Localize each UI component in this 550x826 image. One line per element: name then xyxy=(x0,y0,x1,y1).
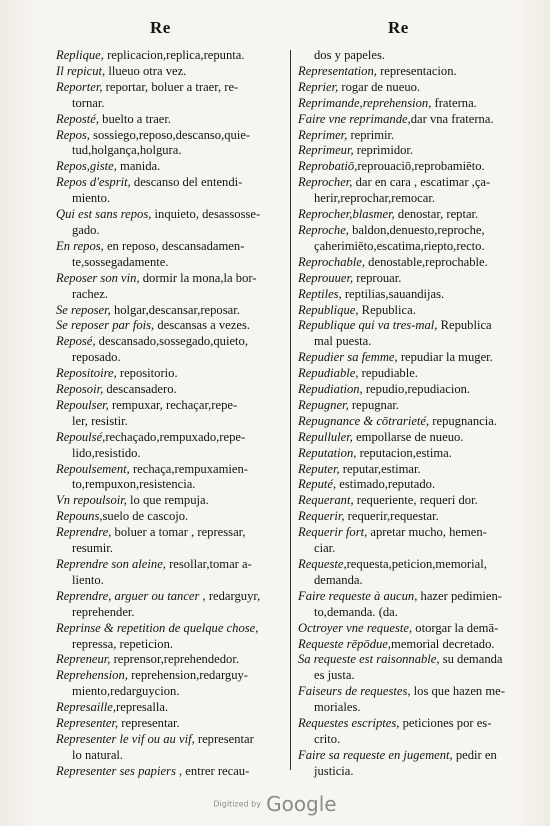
translation: redarguyr, xyxy=(205,588,261,603)
headword: Reposté, xyxy=(56,111,100,126)
dictionary-line xyxy=(56,366,284,382)
headword: Repoulsé, xyxy=(56,429,106,444)
headword: Republique, xyxy=(298,302,359,317)
dictionary-line xyxy=(298,493,520,509)
dictionary-line xyxy=(56,700,284,716)
translation: llueuo otra vez. xyxy=(105,63,187,78)
dictionary-line xyxy=(298,637,520,653)
dictionary-line xyxy=(298,621,520,637)
dictionary-line xyxy=(298,223,520,239)
headword: Reprocher, xyxy=(298,175,353,190)
translation: requeriente, requeri dor. xyxy=(353,493,478,508)
translation: descansadero. xyxy=(103,382,177,397)
translation: ler, resistir. xyxy=(72,413,128,428)
translation: representar xyxy=(194,731,254,746)
translation: descanso del entendi- xyxy=(130,175,243,190)
dictionary-line xyxy=(56,509,284,525)
dictionary-line xyxy=(298,732,520,748)
dictionary-line xyxy=(298,112,520,128)
headword: Reposoir, xyxy=(56,382,104,397)
headword: Republique qui va tres-mal, xyxy=(298,318,438,333)
translation: empollarse de nueuo. xyxy=(352,429,464,444)
headword: Repouns, xyxy=(56,509,103,524)
dictionary-line xyxy=(56,462,284,478)
column-divider xyxy=(290,50,291,770)
dictionary-line xyxy=(56,223,284,239)
dictionary-line xyxy=(56,128,284,144)
translation: reprensor,reprehendedor. xyxy=(110,652,239,667)
headword: Repos d'esprit, xyxy=(56,175,131,190)
dictionary-line xyxy=(298,239,520,255)
headword: Reprendre son aleine, xyxy=(56,557,166,571)
translation: otorgar la demā- xyxy=(412,620,499,635)
headword: Sa requeste est raisonnable, xyxy=(298,652,440,667)
headword: Reputation, xyxy=(298,445,357,460)
dictionary-line xyxy=(298,557,520,573)
dictionary-line xyxy=(298,334,520,350)
translation: reprouar. xyxy=(353,270,402,285)
watermark-prefix: Digitized by xyxy=(213,799,261,809)
translation: tud,holgança,holgura. xyxy=(72,143,182,158)
translation: representacion. xyxy=(376,63,457,78)
headword: Reprier, xyxy=(298,79,339,94)
headword: Reprehension, xyxy=(56,668,128,683)
translation: to,demanda. (da. xyxy=(314,604,398,619)
translation: Republica xyxy=(437,318,492,333)
dictionary-line xyxy=(56,398,284,414)
dictionary-line xyxy=(298,318,520,334)
dictionary-line xyxy=(56,716,284,732)
running-header-right: Re xyxy=(388,18,409,37)
dictionary-line xyxy=(298,175,520,191)
translation: suelo de cascojo. xyxy=(102,509,189,524)
translation: apretar mucho, hemen- xyxy=(367,525,487,540)
dictionary-line xyxy=(298,143,520,159)
dictionary-line xyxy=(298,589,520,605)
translation: resollar,tomar a- xyxy=(165,557,252,571)
dictionary-line xyxy=(298,48,520,64)
translation: dar en cara , escatimar ,ça- xyxy=(352,175,491,190)
headword: Requestes escriptes, xyxy=(298,716,400,731)
headword: Reprouuer, xyxy=(298,270,354,285)
translation: memorial decretado. xyxy=(391,636,495,651)
dictionary-line xyxy=(56,525,284,541)
translation: resumir. xyxy=(72,541,113,556)
dictionary-line xyxy=(298,366,520,382)
translation: liento. xyxy=(72,572,104,587)
dictionary-line xyxy=(298,80,520,96)
dictionary-line xyxy=(56,96,284,112)
headword: Reprocher,blasmer, xyxy=(298,207,395,222)
headword: Qui est sans repos, xyxy=(56,207,152,222)
dictionary-line xyxy=(298,509,520,525)
dictionary-line xyxy=(56,80,284,96)
translation: boluer a tomar , repressar, xyxy=(111,525,246,540)
headword: Repugnance & cōtrarieté, xyxy=(298,413,430,428)
headword: Reposer son vin, xyxy=(56,270,140,285)
translation: repugnar. xyxy=(348,397,400,412)
dictionary-line xyxy=(56,621,284,637)
left-column xyxy=(56,48,284,780)
headword: En repos, xyxy=(56,238,104,253)
translation: reprimidor. xyxy=(353,143,414,158)
dictionary-line xyxy=(56,350,284,366)
translation: çaherimiēto,escatima,riepto,recto. xyxy=(314,238,485,253)
dictionary-line xyxy=(298,207,520,223)
translation: buelto a traer. xyxy=(99,111,172,126)
translation: repositorio. xyxy=(116,366,178,381)
translation: reprehension,redarguy- xyxy=(127,668,248,683)
translation: repudio,repudiacion. xyxy=(362,382,471,397)
translation: miento. xyxy=(72,191,111,206)
dictionary-line xyxy=(56,668,284,684)
headword: Repulluler, xyxy=(298,429,353,444)
dictionary-line xyxy=(298,287,520,303)
dictionary-line xyxy=(298,700,520,716)
translation: rechaçado,rempuxado,repe- xyxy=(105,429,246,444)
headword: Requeste, xyxy=(298,557,347,571)
dictionary-line xyxy=(56,446,284,462)
dictionary-line xyxy=(298,128,520,144)
translation: represalla. xyxy=(116,700,169,715)
dictionary-line xyxy=(298,430,520,446)
dictionary-line xyxy=(56,191,284,207)
translation: rechaça,rempuxamien- xyxy=(129,461,248,476)
dictionary-line xyxy=(56,477,284,493)
translation: fraterna. xyxy=(431,95,477,110)
translation: dar vna fraterna. xyxy=(410,111,494,126)
headword: Represaille, xyxy=(56,700,117,715)
headword: Repos, xyxy=(56,127,90,142)
dictionary-line xyxy=(298,716,520,732)
headword: Repositoire, xyxy=(56,366,117,381)
translation: justicia. xyxy=(314,763,354,778)
translation: denostar, reptar. xyxy=(394,207,479,222)
translation: reportar, boluer a traer, re- xyxy=(102,79,239,94)
dictionary-line xyxy=(298,605,520,621)
dictionary-line xyxy=(56,732,284,748)
headword: Repudiable, xyxy=(298,366,359,381)
translation: reputar,estimar. xyxy=(339,461,421,476)
headword: Faire requeste à aucun, xyxy=(298,588,418,603)
translation: pedir en xyxy=(452,747,497,762)
dictionary-line xyxy=(298,303,520,319)
translation: reputacion,estima. xyxy=(356,445,452,460)
translation: miento,redarguycion. xyxy=(72,684,180,699)
headword: Reprimeur, xyxy=(298,143,354,158)
headword: Repoulser, xyxy=(56,397,109,412)
translation: rempuxar, rechaçar,repe- xyxy=(108,397,238,412)
dictionary-line xyxy=(56,414,284,430)
right-column xyxy=(298,48,520,780)
headword: Reporter, xyxy=(56,79,103,94)
dictionary-line xyxy=(56,159,284,175)
translation: estimado,reputado. xyxy=(336,477,436,492)
dictionary-line xyxy=(298,652,520,668)
translation: holgar,descansar,reposar. xyxy=(110,302,240,317)
dictionary-line xyxy=(298,398,520,414)
translation: reptilias,sauandijas. xyxy=(341,286,445,301)
dictionary-line xyxy=(56,143,284,159)
headword: Reprobatiō, xyxy=(298,159,358,174)
dictionary-line xyxy=(56,112,284,128)
translation: mal puesta. xyxy=(314,334,372,349)
dictionary-line xyxy=(56,764,284,780)
dictionary-line xyxy=(56,175,284,191)
headword: Requerir fort, xyxy=(298,525,368,540)
dictionary-line xyxy=(56,334,284,350)
headword: Reprendre, xyxy=(56,525,112,540)
translation: denostable,reprochable. xyxy=(365,254,488,269)
headword: Requeste rēpōdue, xyxy=(298,636,392,651)
headword: Reprimande,reprehension, xyxy=(298,95,432,110)
headword: Il repicut, xyxy=(56,63,106,78)
running-header-left: Re xyxy=(150,18,171,37)
translation: tornar. xyxy=(72,95,105,110)
translation: repudiar la muger. xyxy=(397,350,493,365)
headword: Repoulsement, xyxy=(56,461,130,476)
translation: moriales. xyxy=(314,700,361,715)
dictionary-line xyxy=(56,64,284,80)
translation: descansado,sossegado,quieto, xyxy=(95,334,249,349)
translation: lido,resistido. xyxy=(72,445,141,460)
dictionary-line xyxy=(56,239,284,255)
translation: rogar de nueuo. xyxy=(338,79,421,94)
dictionary-line xyxy=(298,748,520,764)
dictionary-line xyxy=(56,382,284,398)
translation: dos y papeles. xyxy=(314,48,385,62)
headword: Se reposer par fois, xyxy=(56,318,155,333)
translation: replicacion,replica,repunta. xyxy=(103,48,245,62)
dictionary-line xyxy=(298,159,520,175)
headword: Reptiles, xyxy=(298,286,342,301)
translation: repressa, repeticion. xyxy=(72,636,174,651)
translation: en reposo, descansadamen- xyxy=(103,238,245,253)
headword: Se reposer, xyxy=(56,302,111,317)
headword: Representation, xyxy=(298,63,377,78)
dictionary-line xyxy=(298,271,520,287)
translation: hazer pedimien- xyxy=(417,588,503,603)
headword: Reprochable, xyxy=(298,254,366,269)
headword: Vn repoulsoir, xyxy=(56,493,127,508)
translation: requesta,peticion,memorial, xyxy=(346,557,487,571)
dictionary-line xyxy=(56,430,284,446)
digitized-watermark xyxy=(0,792,550,816)
headword: Reposé, xyxy=(56,334,96,349)
translation: repudiable. xyxy=(358,366,418,381)
dictionary-line xyxy=(298,255,520,271)
dictionary-line xyxy=(56,287,284,303)
translation: Republica. xyxy=(358,302,416,317)
dictionary-line xyxy=(56,255,284,271)
dictionary-line xyxy=(56,557,284,573)
headword: Representer ses papiers , xyxy=(56,763,183,778)
headword: Requerir, xyxy=(298,509,345,524)
translation: demanda. xyxy=(314,572,363,587)
dictionary-line xyxy=(298,414,520,430)
translation: entrer recau- xyxy=(182,763,250,778)
headword: Faire vne reprimande, xyxy=(298,111,411,126)
dictionary-line xyxy=(298,96,520,112)
translation: sossiego,reposo,descanso,quie- xyxy=(89,127,251,142)
dictionary-line xyxy=(56,652,284,668)
dictionary-line xyxy=(56,318,284,334)
headword: Faire sa requeste en jugement, xyxy=(298,747,453,762)
dictionary-line xyxy=(56,303,284,319)
dictionary-line xyxy=(298,350,520,366)
dictionary-line xyxy=(298,573,520,589)
dictionary-line xyxy=(298,446,520,462)
dictionary-line xyxy=(298,477,520,493)
dictionary-line xyxy=(56,637,284,653)
translation: crito. xyxy=(314,731,341,746)
dictionary-line xyxy=(298,462,520,478)
dictionary-line xyxy=(56,493,284,509)
dictionary-line xyxy=(298,684,520,700)
headword: Reputé, xyxy=(298,477,337,492)
headword: Reproche, xyxy=(298,222,349,237)
headword: Reprimer, xyxy=(298,127,348,142)
translation: reprehender. xyxy=(72,604,135,619)
headword: Repugner, xyxy=(298,397,349,412)
translation: representar. xyxy=(118,716,180,731)
dictionary-line xyxy=(56,605,284,621)
translation: rachez. xyxy=(72,286,108,301)
dictionary-line xyxy=(298,764,520,780)
translation: reprimir. xyxy=(347,127,395,142)
translation: reprouaciō,reprobamiēto. xyxy=(357,159,485,174)
translation: lo que rempuja. xyxy=(126,493,209,508)
headword: Octroyer vne requeste, xyxy=(298,620,413,635)
headword: Repreneur, xyxy=(56,652,111,667)
dictionary-line xyxy=(56,573,284,589)
dictionary-line xyxy=(298,191,520,207)
translation: los que hazen me- xyxy=(410,684,505,699)
watermark-brand: Google xyxy=(266,792,337,816)
dictionary-line xyxy=(298,64,520,80)
translation: inquieto, desassosse- xyxy=(151,207,261,222)
dictionary-line xyxy=(56,271,284,287)
headword: Repudier sa femme, xyxy=(298,350,398,365)
headword: Replique, xyxy=(56,48,104,62)
headword: Reprendre, arguer ou tancer , xyxy=(56,588,206,603)
dictionary-line xyxy=(56,684,284,700)
headword: Faiseurs de requestes, xyxy=(298,684,411,699)
translation: su demanda xyxy=(439,652,503,667)
headword: Repos,giste, xyxy=(56,159,117,174)
translation: to,rempuxon,resistencia. xyxy=(72,477,196,492)
dictionary-line xyxy=(56,541,284,557)
translation: requerir,requestar. xyxy=(344,509,439,524)
translation: manida. xyxy=(116,159,161,174)
headword: Reputer, xyxy=(298,461,340,476)
translation: es justa. xyxy=(314,668,355,683)
headword: Reprinse & repetition de quelque chose, xyxy=(56,620,259,635)
translation: baldon,denuesto,reproche, xyxy=(348,222,485,237)
headword: Repudiation, xyxy=(298,382,363,397)
dictionary-line xyxy=(298,382,520,398)
translation: herir,reprochar,remocar. xyxy=(314,191,436,206)
translation: ciar. xyxy=(314,541,336,556)
dictionary-line xyxy=(56,748,284,764)
dictionary-line xyxy=(298,668,520,684)
translation: repugnancia. xyxy=(429,413,497,428)
dictionary-line xyxy=(56,589,284,605)
translation: reposado. xyxy=(72,350,121,365)
translation: peticiones por es- xyxy=(399,716,492,731)
headword: Representer, xyxy=(56,716,119,731)
headword: Requerant, xyxy=(298,493,354,508)
dictionary-line xyxy=(298,541,520,557)
translation: dormir la mona,la bor- xyxy=(139,270,257,285)
translation: lo natural. xyxy=(72,747,124,762)
dictionary-line xyxy=(56,207,284,223)
translation: gado. xyxy=(72,222,100,237)
translation: te,sossegadamente. xyxy=(72,254,169,269)
dictionary-line xyxy=(56,48,284,64)
headword: Representer le vif ou au vif, xyxy=(56,731,195,746)
dictionary-line xyxy=(298,525,520,541)
translation: descansas a vezes. xyxy=(154,318,250,333)
